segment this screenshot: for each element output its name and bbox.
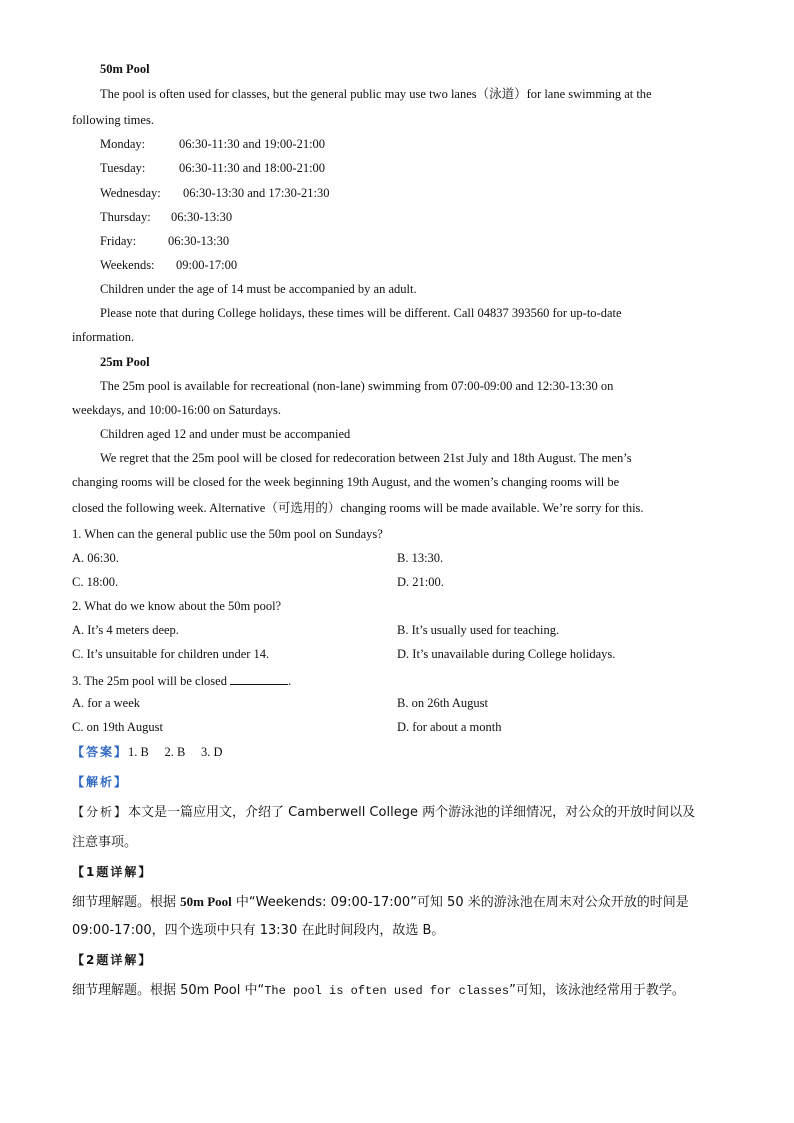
q2-detail-line1 bbox=[72, 984, 685, 997]
schedule-time: 06:30-13:30 bbox=[171, 210, 233, 224]
answer-tag: 【答案】 bbox=[72, 745, 129, 759]
q1-detail-tag-line bbox=[72, 866, 152, 879]
option-a: A. 06:30. bbox=[72, 551, 119, 565]
pool50-intro-line2: following times. bbox=[72, 113, 154, 127]
summary-tag: 【分析】 bbox=[72, 805, 129, 819]
q1-detail-tag: 【1题详解】 bbox=[72, 865, 153, 879]
answer-line bbox=[72, 746, 222, 759]
pool25-p1-line2: weekdays, and 10:00-16:00 on Saturdays. bbox=[72, 403, 281, 417]
question-1-options-row1 bbox=[0, 552, 794, 568]
pool25-p3-line1: We regret that the 25m pool will be closed for redecoration between 21st July and 18th August. The men’s bbox=[100, 451, 632, 465]
q2-detail-tag-line bbox=[72, 954, 152, 967]
schedule-day: Thursday: bbox=[100, 210, 151, 224]
pool25-heading: 25m Pool bbox=[100, 355, 150, 369]
schedule-row bbox=[100, 138, 325, 151]
question-2-stem: 2. What do we know about the 50m pool? bbox=[72, 599, 282, 613]
schedule-time: 06:30-11:30 and 19:00-21:00 bbox=[179, 137, 326, 151]
option-c: C. on 19th August bbox=[72, 720, 163, 734]
analysis-summary-line1 bbox=[72, 806, 695, 819]
option-d: D. It’s unavailable during College holidays. bbox=[397, 647, 616, 661]
pool50-intro-line1: The pool is often used for classes, but the general public may use two lanes（泳道）for lane swimming at the bbox=[100, 87, 652, 101]
pool50-note2-line1: Please note that during College holidays, these times will be different. Call 04837 393560 for up-to-date bbox=[100, 306, 622, 320]
option-b: B. It’s usually used for teaching. bbox=[397, 623, 560, 637]
schedule-time: 06:30-11:30 and 18:00-21:00 bbox=[179, 161, 326, 175]
q1-detail-line2: 09:00-17:00，四个选项中只有 13:30 在此时间段内，故选 B。 bbox=[72, 923, 445, 938]
option-c: C. 18:00. bbox=[72, 575, 119, 589]
schedule-row bbox=[100, 235, 229, 248]
schedule-day: Weekends: bbox=[100, 258, 155, 272]
q2-detail-text-c: ”可知，该泳池经常用于教学。 bbox=[509, 983, 685, 998]
schedule-day: Monday: bbox=[100, 137, 146, 151]
option-c: C. It’s unsuitable for children under 14. bbox=[72, 647, 270, 661]
schedule-time: 06:30-13:30 and 17:30-21:30 bbox=[183, 186, 330, 200]
schedule-day: Tuesday: bbox=[100, 161, 146, 175]
q2-detail-text-a: 细节理解题。根据 50m Pool 中“ bbox=[72, 983, 265, 998]
option-b: B. on 26th August bbox=[397, 696, 488, 710]
analysis-tag-line bbox=[72, 776, 128, 789]
q2-detail-quote: The pool is often used for classes bbox=[264, 984, 510, 998]
schedule-row bbox=[100, 259, 237, 272]
summary-text: 本文是一篇应用文，介绍了 Camberwell College 两个游泳池的详细情况，对公众的开放时间以及 bbox=[128, 805, 696, 820]
schedule-row bbox=[100, 187, 330, 200]
q2-detail-tag: 【2题详解】 bbox=[72, 953, 153, 967]
option-a: A. It’s 4 meters deep. bbox=[72, 623, 179, 637]
option-a: A. for a week bbox=[72, 696, 141, 710]
question-3-stem-text: 3. The 25m pool will be closed bbox=[72, 674, 227, 688]
analysis-tag: 【解析】 bbox=[72, 775, 129, 789]
question-1-options-row2 bbox=[0, 576, 794, 592]
schedule-day: Wednesday: bbox=[100, 186, 161, 200]
pool50-heading: 50m Pool bbox=[100, 62, 150, 76]
q1-detail-text-c: 中“Weekends: 09:00-17:00”可知 50 米的游泳池在周末对公众开放的时间是 bbox=[231, 895, 689, 910]
pool25-p2: Children aged 12 and under must be accompanied bbox=[100, 427, 351, 441]
question-1-stem: 1. When can the general public use the 50m pool on Sundays? bbox=[72, 527, 383, 541]
question-3-stem bbox=[72, 673, 291, 688]
option-b: B. 13:30. bbox=[397, 551, 444, 565]
question-3-options-row2 bbox=[0, 721, 794, 737]
schedule-day: Friday: bbox=[100, 234, 137, 248]
pool50-note1: Children under the age of 14 must be accompanied by an adult. bbox=[100, 282, 417, 296]
q1-detail-pool-name: 50m Pool bbox=[180, 894, 232, 909]
analysis-summary-line2: 注意事项。 bbox=[72, 835, 138, 850]
question-2-options-row2 bbox=[0, 648, 794, 664]
q1-detail-line1 bbox=[72, 895, 689, 909]
pool25-p3-line3: closed the following week. Alternative（可选用的）changing rooms will be made available. We’re sorry for this. bbox=[72, 501, 644, 515]
pool25-p3-line2: changing rooms will be closed for the week beginning 19th August, and the women’s changing rooms will be bbox=[72, 475, 620, 489]
question-3-options-row1 bbox=[0, 697, 794, 713]
answer-text: 1. B 2. B 3. D bbox=[128, 745, 223, 759]
answer-blank bbox=[230, 673, 288, 685]
schedule-row bbox=[100, 162, 325, 175]
question-2-options-row1 bbox=[0, 624, 794, 640]
q1-detail-text-a: 细节理解题。根据 bbox=[72, 895, 181, 910]
schedule-time: 06:30-13:30 bbox=[168, 234, 230, 248]
schedule-row bbox=[100, 211, 232, 224]
pool50-note2-line2: information. bbox=[72, 330, 135, 344]
option-d: D. for about a month bbox=[397, 720, 502, 734]
option-d: D. 21:00. bbox=[397, 575, 444, 589]
schedule-time: 09:00-17:00 bbox=[176, 258, 238, 272]
question-3-stem-end: . bbox=[288, 674, 292, 688]
pool25-p1-line1: The 25m pool is available for recreational (non-lane) swimming from 07:00-09:00 and 12:30-13:30 on bbox=[100, 379, 614, 393]
